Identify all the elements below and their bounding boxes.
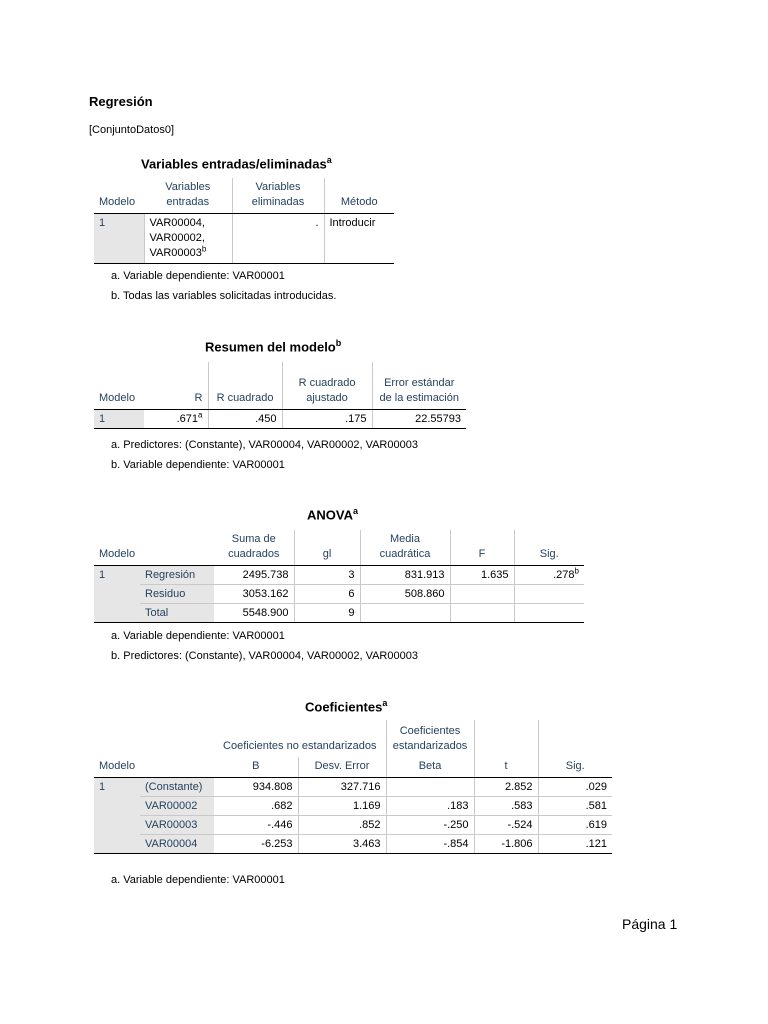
footnote: a. Predictores: (Constante), VAR00004, VAR00002, VAR00003 [111, 439, 418, 451]
table-anova [94, 530, 584, 623]
row-model: 1 [94, 214, 144, 264]
col-r2: R cuadrado [208, 362, 282, 410]
footnote: b. Todas las variables solicitadas introducidas. [111, 290, 337, 302]
table-resumen [94, 362, 466, 429]
col-modelo: Modelo [94, 178, 144, 214]
col-metodo: Método [324, 178, 394, 214]
col-sig: Sig. [538, 720, 612, 778]
col-error: Desv. Error [298, 757, 386, 778]
cell-error: 22.55793 [372, 410, 466, 429]
cell-eliminadas: . [232, 214, 324, 264]
col-sig: Sig. [514, 530, 584, 566]
col-f: F [450, 530, 514, 566]
table-variables [94, 178, 394, 264]
table4-title: Coeficientes$^a$ [305, 698, 388, 715]
cell-r2: .450 [208, 410, 282, 429]
table2-title: Resumen del modelo$^b$ [205, 338, 342, 355]
col-r: R [144, 362, 208, 410]
col-entradas: Variables entradas [144, 178, 232, 214]
col-b: B [214, 757, 298, 778]
table1-title: Variables entradas/eliminadas$^a$ [141, 155, 332, 172]
footnote: a. Variable dependiente: VAR00001 [111, 630, 285, 642]
table-row: 1 Regresión 2495.738 3 831.913 1.635 .278$^b$ [94, 566, 584, 585]
col-modelo: Modelo [94, 720, 140, 778]
col-beta: Beta [386, 757, 474, 778]
footnote: a. Variable dependiente: VAR00001 [111, 874, 285, 886]
cell-metodo: Introducir [324, 214, 394, 264]
table-coeficientes [94, 720, 612, 854]
section-title: Regresión [89, 94, 153, 109]
footnote: a. Variable dependiente: VAR00001 [111, 270, 285, 282]
footnote: b. Variable dependiente: VAR00001 [111, 459, 285, 471]
col-error: Error estándar de la estimación [372, 362, 466, 410]
col-modelo: Modelo [94, 530, 140, 566]
col-r2aj: R cuadrado ajustado [282, 362, 372, 410]
col-suma: Suma de cuadrados [214, 530, 294, 566]
cell-r2aj: .175 [282, 410, 372, 429]
table3-title: ANOVA$^a$ [307, 506, 358, 523]
cell-entradas: VAR00004, VAR00002, VAR00003$^b$ [144, 214, 232, 264]
table-row: VAR00003 -.446 .852 -.250 -.524 .619 [94, 816, 612, 835]
col-noest: Coeficientes no estandarizados [223, 740, 377, 752]
page-number: Página 1 [622, 916, 678, 932]
col-t: t [474, 720, 538, 778]
table-row: VAR00004 -6.253 3.463 -.854 -1.806 .121 [94, 835, 612, 854]
table-row: Residuo 3053.162 6 508.860 [94, 585, 584, 604]
col-est: Coeficientes estandarizados [386, 720, 474, 757]
cell-r: .671$^a$ [144, 410, 208, 429]
table-row: 1 (Constante) 934.808 327.716 2.852 .029 [94, 778, 612, 797]
row-model: 1 [94, 410, 144, 429]
table-row: Total 5548.900 9 [94, 604, 584, 623]
row-model: 1 [94, 566, 140, 623]
col-media: Media cuadrática [360, 530, 450, 566]
col-gl: gl [294, 530, 360, 566]
col-modelo: Modelo [94, 362, 144, 410]
dataset-label: [ConjuntoDatos0] [89, 124, 174, 136]
row-model: 1 [94, 778, 140, 854]
footnote: b. Predictores: (Constante), VAR00004, VAR00002, VAR00003 [111, 650, 418, 662]
table-row: VAR00002 .682 1.169 .183 .583 .581 [94, 797, 612, 816]
col-eliminadas: Variables eliminadas [232, 178, 324, 214]
